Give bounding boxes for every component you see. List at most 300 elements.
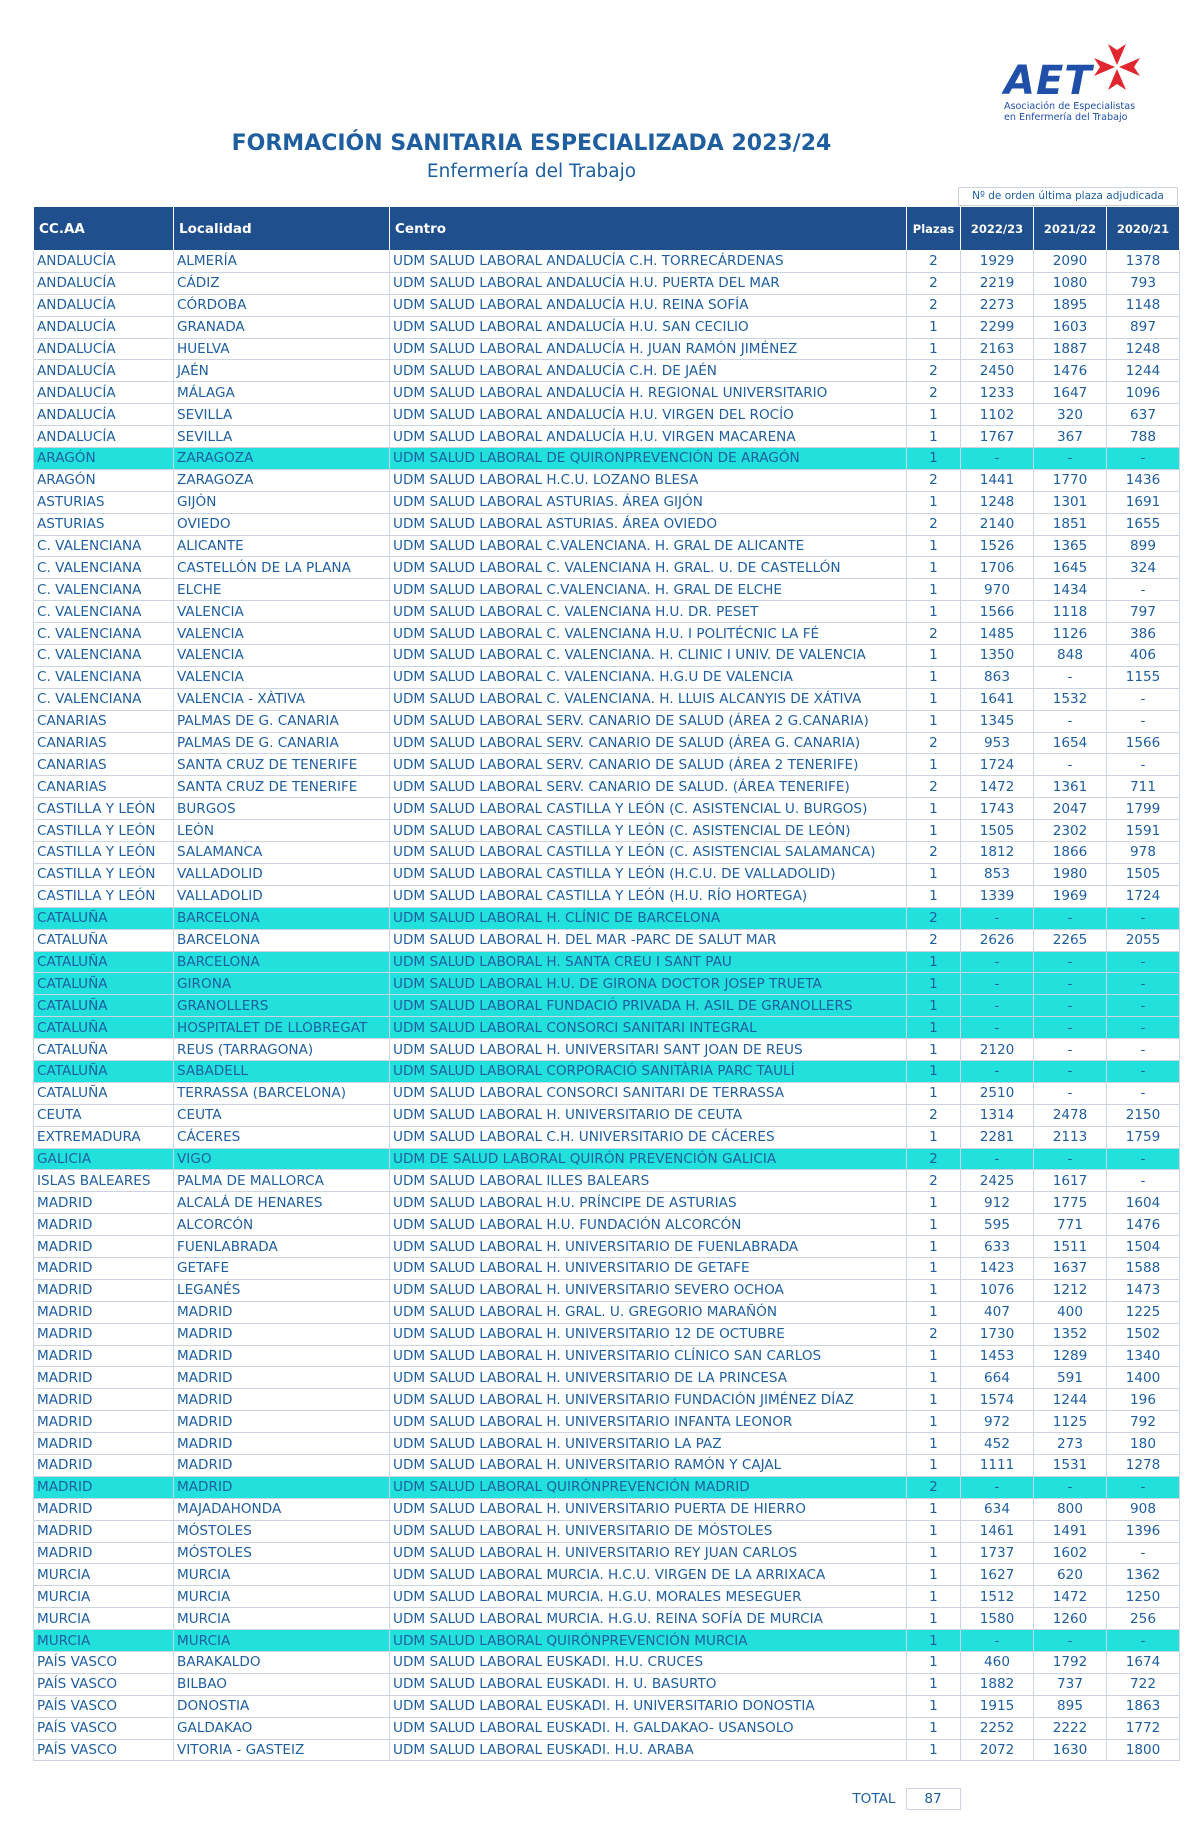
cell-2021-22: 1866 — [1034, 842, 1107, 864]
total-spacer — [960, 1789, 1179, 1810]
cell-2022-23: 1915 — [961, 1695, 1034, 1717]
cell-2022-23: 407 — [961, 1301, 1034, 1323]
cell-2022-23: 595 — [961, 1214, 1034, 1236]
cell-ccaa: ASTURIAS — [34, 491, 174, 513]
cell-plazas: 2 — [907, 272, 961, 294]
logo-subtitle-line1: Asociación de Especialistas — [1004, 101, 1136, 112]
cell-2022-23: 634 — [961, 1498, 1034, 1520]
cell-2020-21: 637 — [1107, 404, 1180, 426]
cell-2021-22: 1980 — [1034, 863, 1107, 885]
table-row — [34, 272, 1180, 294]
cell-ccaa: C. VALENCIANA — [34, 623, 174, 645]
cell-2020-21: - — [1107, 1039, 1180, 1061]
cell-centro: UDM SALUD LABORAL EUSKADI. H. UNIVERSITARIO DONOSTIA — [390, 1695, 907, 1717]
cell-2022-23: - — [961, 1017, 1034, 1039]
cell-localidad: MÁLAGA — [174, 382, 390, 404]
cell-ccaa: CATALUÑA — [34, 1060, 174, 1082]
cell-localidad: SEVILLA — [174, 426, 390, 448]
cell-2022-23: 863 — [961, 666, 1034, 688]
total-row — [33, 1789, 1179, 1810]
cell-localidad: MADRID — [174, 1301, 390, 1323]
header-plazas: Plazas — [907, 207, 961, 251]
cell-plazas: 1 — [907, 1673, 961, 1695]
table-header-row — [34, 207, 1180, 251]
cell-centro: UDM SALUD LABORAL C.VALENCIANA. H. GRAL DE ELCHE — [390, 579, 907, 601]
table-row — [34, 623, 1180, 645]
cell-localidad: MADRID — [174, 1323, 390, 1345]
cell-localidad: BARCELONA — [174, 951, 390, 973]
cell-centro: UDM SALUD LABORAL SERV. CANARIO DE SALUD (ÁREA G. CANARIA) — [390, 732, 907, 754]
cell-plazas: 1 — [907, 973, 961, 995]
cell-plazas: 2 — [907, 929, 961, 951]
cell-centro: UDM SALUD LABORAL C. VALENCIANA. H.G.U DE VALENCIA — [390, 666, 907, 688]
cell-2021-22: - — [1034, 1060, 1107, 1082]
cell-localidad: GIRONA — [174, 973, 390, 995]
cell-2022-23: 1627 — [961, 1564, 1034, 1586]
cell-2022-23: 1730 — [961, 1323, 1034, 1345]
cell-2022-23: 1566 — [961, 601, 1034, 623]
cell-centro: UDM SALUD LABORAL ANDALUCÍA C.H. DE JAÉN — [390, 360, 907, 382]
cell-plazas: 1 — [907, 1695, 961, 1717]
cell-2021-22: 1775 — [1034, 1192, 1107, 1214]
cell-ccaa: MURCIA — [34, 1630, 174, 1652]
cell-plazas: 1 — [907, 1652, 961, 1674]
cell-2021-22: 591 — [1034, 1367, 1107, 1389]
cell-ccaa: ANDALUCÍA — [34, 272, 174, 294]
maltese-cross-icon — [1092, 42, 1142, 92]
cell-2020-21: 788 — [1107, 426, 1180, 448]
table-row — [34, 1652, 1180, 1674]
cell-2022-23: 2072 — [961, 1739, 1034, 1761]
cell-2020-21: - — [1107, 973, 1180, 995]
cell-2020-21: 1566 — [1107, 732, 1180, 754]
cell-2020-21: 1278 — [1107, 1454, 1180, 1476]
table-row — [34, 1520, 1180, 1542]
cell-2022-23: 1453 — [961, 1345, 1034, 1367]
table-row — [34, 251, 1180, 273]
cell-plazas: 1 — [907, 1389, 961, 1411]
table-row — [34, 1039, 1180, 1061]
cell-localidad: MADRID — [174, 1476, 390, 1498]
cell-centro: UDM SALUD LABORAL C. VALENCIANA. H. LLUIS ALCANYIS DE XÁTIVA — [390, 688, 907, 710]
cell-ccaa: CATALUÑA — [34, 995, 174, 1017]
cell-2021-22: 1887 — [1034, 338, 1107, 360]
table-row — [34, 1608, 1180, 1630]
cell-centro: UDM SALUD LABORAL CASTILLA Y LEÓN (H.U. RÍO HORTEGA) — [390, 885, 907, 907]
cell-2022-23: 1111 — [961, 1454, 1034, 1476]
cell-centro: UDM SALUD LABORAL H. UNIVERSITARIO DE MÓSTOLES — [390, 1520, 907, 1542]
cell-2021-22: 1260 — [1034, 1608, 1107, 1630]
cell-plazas: 1 — [907, 688, 961, 710]
cell-plazas: 1 — [907, 1411, 961, 1433]
cell-2020-21: 324 — [1107, 557, 1180, 579]
cell-2020-21: 1436 — [1107, 469, 1180, 491]
cell-localidad: SANTA CRUZ DE TENERIFE — [174, 776, 390, 798]
cell-2021-22: - — [1034, 995, 1107, 1017]
cell-centro: UDM SALUD LABORAL EUSKADI. H.U. CRUCES — [390, 1652, 907, 1674]
cell-2021-22: 1434 — [1034, 579, 1107, 601]
cell-centro: UDM SALUD LABORAL C. VALENCIANA H.U. DR. PESET — [390, 601, 907, 623]
cell-2020-21: 1396 — [1107, 1520, 1180, 1542]
cell-2022-23: 953 — [961, 732, 1034, 754]
table-row — [34, 995, 1180, 1017]
table-row — [34, 645, 1180, 667]
cell-plazas: 2 — [907, 469, 961, 491]
cell-ccaa: CANARIAS — [34, 710, 174, 732]
cell-2022-23: 1076 — [961, 1279, 1034, 1301]
cell-ccaa: ANDALUCÍA — [34, 360, 174, 382]
logo-subtitle — [1004, 101, 1135, 123]
table-row — [34, 1257, 1180, 1279]
cell-centro: UDM SALUD LABORAL DE QUIRONPREVENCIÓN DE ARAGÓN — [390, 448, 907, 470]
cell-2022-23: 1423 — [961, 1257, 1034, 1279]
cell-2020-21: 1691 — [1107, 491, 1180, 513]
cell-localidad: VALLADOLID — [174, 863, 390, 885]
cell-localidad: REUS (TARRAGONA) — [174, 1039, 390, 1061]
cell-2020-21: - — [1107, 1630, 1180, 1652]
cell-2020-21: - — [1107, 1170, 1180, 1192]
table-row — [34, 491, 1180, 513]
cell-localidad: SALAMANCA — [174, 842, 390, 864]
cell-centro: UDM SALUD LABORAL CASTILLA Y LEÓN (C. ASISTENCIAL U. BURGOS) — [390, 798, 907, 820]
cell-2021-22: 1602 — [1034, 1542, 1107, 1564]
cell-centro: UDM SALUD LABORAL H. UNIVERSITARIO 12 DE OCTUBRE — [390, 1323, 907, 1345]
cell-2022-23: 1767 — [961, 426, 1034, 448]
table-row — [34, 1082, 1180, 1104]
cell-centro: UDM SALUD LABORAL SERV. CANARIO DE SALUD (ÁREA 2 TENERIFE) — [390, 754, 907, 776]
cell-plazas: 1 — [907, 645, 961, 667]
cell-localidad: CÁDIZ — [174, 272, 390, 294]
table-row — [34, 382, 1180, 404]
cell-plazas: 1 — [907, 1433, 961, 1455]
cell-plazas: 1 — [907, 1214, 961, 1236]
cell-2021-22: 2222 — [1034, 1717, 1107, 1739]
cell-centro: UDM SALUD LABORAL C.VALENCIANA. H. GRAL DE ALICANTE — [390, 535, 907, 557]
cell-2022-23: 1350 — [961, 645, 1034, 667]
cell-plazas: 1 — [907, 820, 961, 842]
cell-2021-22: - — [1034, 907, 1107, 929]
table-row — [34, 557, 1180, 579]
table-row — [34, 1236, 1180, 1258]
cell-2022-23: 1248 — [961, 491, 1034, 513]
orden-note: Nº de orden última plaza adjudicada — [958, 187, 1178, 206]
cell-2020-21: 1772 — [1107, 1717, 1180, 1739]
cell-plazas: 1 — [907, 1301, 961, 1323]
cell-2022-23: - — [961, 907, 1034, 929]
cell-plazas: 1 — [907, 863, 961, 885]
cell-2022-23: 2252 — [961, 1717, 1034, 1739]
cell-centro: UDM SALUD LABORAL H. UNIVERSITARIO CLÍNICO SAN CARLOS — [390, 1345, 907, 1367]
cell-localidad: PALMAS DE G. CANARIA — [174, 710, 390, 732]
cell-centro: UDM SALUD LABORAL H. GRAL. U. GREGORIO MARAÑÓN — [390, 1301, 907, 1323]
table-row — [34, 1476, 1180, 1498]
cell-localidad: MÓSTOLES — [174, 1520, 390, 1542]
cell-localidad: MÓSTOLES — [174, 1542, 390, 1564]
cell-plazas: 1 — [907, 1367, 961, 1389]
cell-2021-22: 737 — [1034, 1673, 1107, 1695]
table-row — [34, 1126, 1180, 1148]
cell-localidad: VALENCIA — [174, 666, 390, 688]
cell-ccaa: MADRID — [34, 1367, 174, 1389]
cell-localidad: SANTA CRUZ DE TENERIFE — [174, 754, 390, 776]
cell-plazas: 1 — [907, 1608, 961, 1630]
table-row — [34, 1630, 1180, 1652]
cell-plazas: 1 — [907, 426, 961, 448]
table-row — [34, 1017, 1180, 1039]
cell-ccaa: CATALUÑA — [34, 929, 174, 951]
table-row — [34, 579, 1180, 601]
cell-centro: UDM SALUD LABORAL ANDALUCÍA H.U. SAN CECILIO — [390, 316, 907, 338]
cell-plazas: 1 — [907, 1498, 961, 1520]
cell-2020-21: - — [1107, 448, 1180, 470]
cell-2020-21: 792 — [1107, 1411, 1180, 1433]
cell-2020-21: 1655 — [1107, 513, 1180, 535]
cell-ccaa: PAÍS VASCO — [34, 1717, 174, 1739]
cell-plazas: 2 — [907, 776, 961, 798]
header-2022-23: 2022/23 — [961, 207, 1034, 251]
cell-plazas: 2 — [907, 360, 961, 382]
header-ccaa: CC.AA — [34, 207, 174, 251]
cell-centro: UDM SALUD LABORAL CONSORCI SANITARI DE TERRASSA — [390, 1082, 907, 1104]
cell-2021-22: 1532 — [1034, 688, 1107, 710]
table-row — [34, 1673, 1180, 1695]
cell-centro: UDM SALUD LABORAL C. VALENCIANA H. GRAL. U. DE CASTELLÓN — [390, 557, 907, 579]
table-row — [34, 1586, 1180, 1608]
table-row — [34, 1739, 1180, 1761]
cell-2022-23: 1929 — [961, 251, 1034, 273]
cell-centro: UDM SALUD LABORAL EUSKADI. H. U. BASURTO — [390, 1673, 907, 1695]
cell-plazas: 1 — [907, 1279, 961, 1301]
cell-ccaa: MADRID — [34, 1542, 174, 1564]
cell-2021-22: 1472 — [1034, 1586, 1107, 1608]
cell-2020-21: - — [1107, 1148, 1180, 1170]
cell-2020-21: 899 — [1107, 535, 1180, 557]
cell-localidad: SABADELL — [174, 1060, 390, 1082]
cell-2022-23: 2299 — [961, 316, 1034, 338]
cell-2021-22: 1491 — [1034, 1520, 1107, 1542]
cell-plazas: 1 — [907, 491, 961, 513]
cell-ccaa: ANDALUCÍA — [34, 404, 174, 426]
cell-ccaa: MADRID — [34, 1389, 174, 1411]
cell-2021-22: 1118 — [1034, 601, 1107, 623]
cell-plazas: 1 — [907, 579, 961, 601]
cell-2021-22: - — [1034, 710, 1107, 732]
cell-centro: UDM SALUD LABORAL CASTILLA Y LEÓN (H.C.U. DE VALLADOLID) — [390, 863, 907, 885]
cell-centro: UDM SALUD LABORAL H. UNIVERSITARIO RAMÓN Y CAJAL — [390, 1454, 907, 1476]
cell-plazas: 1 — [907, 1717, 961, 1739]
cell-2022-23: 2450 — [961, 360, 1034, 382]
cell-localidad: VALLADOLID — [174, 885, 390, 907]
cell-2022-23: 1102 — [961, 404, 1034, 426]
cell-centro: UDM SALUD LABORAL H.U. DE GIRONA DOCTOR JOSEP TRUETA — [390, 973, 907, 995]
cell-plazas: 2 — [907, 1104, 961, 1126]
cell-2022-23: 633 — [961, 1236, 1034, 1258]
cell-localidad: GALDAKAO — [174, 1717, 390, 1739]
table-row — [34, 842, 1180, 864]
cell-centro: UDM SALUD LABORAL H. CLÍNIC DE BARCELONA — [390, 907, 907, 929]
cell-2021-22: 2302 — [1034, 820, 1107, 842]
cell-localidad: FUENLABRADA — [174, 1236, 390, 1258]
cell-ccaa: CANARIAS — [34, 754, 174, 776]
cell-ccaa: CASTILLA Y LEÓN — [34, 798, 174, 820]
cell-plazas: 1 — [907, 666, 961, 688]
cell-2020-21: 1400 — [1107, 1367, 1180, 1389]
cell-2020-21: 180 — [1107, 1433, 1180, 1455]
cell-centro: UDM SALUD LABORAL ANDALUCÍA H.U. VIRGEN DEL ROCÍO — [390, 404, 907, 426]
cell-2021-22: 1645 — [1034, 557, 1107, 579]
cell-plazas: 2 — [907, 623, 961, 645]
cell-centro: UDM SALUD LABORAL H. UNIVERSITARIO DE GETAFE — [390, 1257, 907, 1279]
cell-2021-22: - — [1034, 1630, 1107, 1652]
cell-centro: UDM SALUD LABORAL EUSKADI. H.U. ARABA — [390, 1739, 907, 1761]
cell-2020-21: 1340 — [1107, 1345, 1180, 1367]
cell-ccaa: CATALUÑA — [34, 1082, 174, 1104]
cell-2020-21: 797 — [1107, 601, 1180, 623]
table-row — [34, 426, 1180, 448]
cell-2020-21: 711 — [1107, 776, 1180, 798]
cell-2021-22: 2113 — [1034, 1126, 1107, 1148]
cell-centro: UDM SALUD LABORAL H. UNIVERSITARIO INFANTA LEONOR — [390, 1411, 907, 1433]
cell-2021-22: 1352 — [1034, 1323, 1107, 1345]
cell-centro: UDM SALUD LABORAL H. UNIVERSITARI SANT JOAN DE REUS — [390, 1039, 907, 1061]
cell-localidad: MADRID — [174, 1367, 390, 1389]
cell-2020-21: - — [1107, 579, 1180, 601]
cell-plazas: 2 — [907, 907, 961, 929]
cell-ccaa: PAÍS VASCO — [34, 1739, 174, 1761]
cell-ccaa: MADRID — [34, 1433, 174, 1455]
cell-centro: UDM SALUD LABORAL MURCIA. H.G.U. REINA SOFÍA DE MURCIA — [390, 1608, 907, 1630]
cell-2021-22: 400 — [1034, 1301, 1107, 1323]
cell-plazas: 1 — [907, 951, 961, 973]
cell-2020-21: 1244 — [1107, 360, 1180, 382]
cell-2020-21: 256 — [1107, 1608, 1180, 1630]
table-row — [34, 754, 1180, 776]
cell-ccaa: C. VALENCIANA — [34, 601, 174, 623]
cell-ccaa: C. VALENCIANA — [34, 557, 174, 579]
table-row — [34, 601, 1180, 623]
cell-2020-21: 1378 — [1107, 251, 1180, 273]
cell-2022-23: 1737 — [961, 1542, 1034, 1564]
table-row — [34, 1148, 1180, 1170]
table-row — [34, 1170, 1180, 1192]
cell-2021-22: 1244 — [1034, 1389, 1107, 1411]
cell-centro: UDM SALUD LABORAL SERV. CANARIO DE SALUD (ÁREA 2 G.CANARIA) — [390, 710, 907, 732]
cell-ccaa: MURCIA — [34, 1608, 174, 1630]
cell-centro: UDM SALUD LABORAL ASTURIAS. ÁREA GIJÓN — [390, 491, 907, 513]
cell-2020-21: - — [1107, 1542, 1180, 1564]
cell-2022-23: 1580 — [961, 1608, 1034, 1630]
table-row — [34, 1411, 1180, 1433]
cell-localidad: MAJADAHONDA — [174, 1498, 390, 1520]
cell-centro: UDM SALUD LABORAL ASTURIAS. ÁREA OVIEDO — [390, 513, 907, 535]
cell-ccaa: MADRID — [34, 1454, 174, 1476]
cell-centro: UDM SALUD LABORAL C. VALENCIANA H.U. I POLITÉCNIC LA FÉ — [390, 623, 907, 645]
table-row — [34, 1717, 1180, 1739]
cell-ccaa: ANDALUCÍA — [34, 426, 174, 448]
cell-2022-23: - — [961, 951, 1034, 973]
cell-centro: UDM SALUD LABORAL H. UNIVERSITARIO PUERTA DE HIERRO — [390, 1498, 907, 1520]
table-row — [34, 1389, 1180, 1411]
cell-2020-21: 1724 — [1107, 885, 1180, 907]
table-row — [34, 666, 1180, 688]
cell-2021-22: 771 — [1034, 1214, 1107, 1236]
cell-2022-23: 1724 — [961, 754, 1034, 776]
cell-2022-23: 2273 — [961, 294, 1034, 316]
cell-2022-23: - — [961, 1630, 1034, 1652]
cell-2020-21: 1674 — [1107, 1652, 1180, 1674]
cell-2020-21: - — [1107, 1060, 1180, 1082]
cell-ccaa: C. VALENCIANA — [34, 666, 174, 688]
cell-centro: UDM SALUD LABORAL QUIRÓNPREVENCIÓN MADRID — [390, 1476, 907, 1498]
cell-plazas: 1 — [907, 557, 961, 579]
cell-2021-22: - — [1034, 1017, 1107, 1039]
cell-2022-23: - — [961, 973, 1034, 995]
cell-2021-22: - — [1034, 1476, 1107, 1498]
table-row — [34, 316, 1180, 338]
cell-2020-21: - — [1107, 1082, 1180, 1104]
cell-2021-22: 2265 — [1034, 929, 1107, 951]
cell-2022-23: - — [961, 1476, 1034, 1498]
cell-2022-23: 2163 — [961, 338, 1034, 360]
cell-2022-23: - — [961, 995, 1034, 1017]
table-row — [34, 907, 1180, 929]
cell-localidad: BURGOS — [174, 798, 390, 820]
cell-2021-22: 1792 — [1034, 1652, 1107, 1674]
cell-2020-21: 1473 — [1107, 1279, 1180, 1301]
cell-ccaa: C. VALENCIANA — [34, 645, 174, 667]
cell-2021-22: 1289 — [1034, 1345, 1107, 1367]
table-row — [34, 798, 1180, 820]
cell-localidad: CÓRDOBA — [174, 294, 390, 316]
cell-ccaa: CATALUÑA — [34, 1039, 174, 1061]
cell-2022-23: 1345 — [961, 710, 1034, 732]
cell-localidad: ALMERÍA — [174, 251, 390, 273]
cell-2021-22: - — [1034, 1082, 1107, 1104]
cell-ccaa: PAÍS VASCO — [34, 1652, 174, 1674]
cell-2020-21: - — [1107, 1476, 1180, 1498]
table-row — [34, 1433, 1180, 1455]
cell-localidad: PALMAS DE G. CANARIA — [174, 732, 390, 754]
cell-plazas: 1 — [907, 338, 961, 360]
cell-2020-21: 978 — [1107, 842, 1180, 864]
cell-localidad: VALENCIA - XÀTIVA — [174, 688, 390, 710]
cell-2022-23: 1314 — [961, 1104, 1034, 1126]
cell-plazas: 2 — [907, 513, 961, 535]
cell-ccaa: MADRID — [34, 1476, 174, 1498]
cell-centro: UDM SALUD LABORAL MURCIA. H.G.U. MORALES MESEGUER — [390, 1586, 907, 1608]
page-title: FORMACIÓN SANITARIA ESPECIALIZADA 2023/24 — [231, 131, 832, 156]
cell-centro: UDM SALUD LABORAL H. UNIVERSITARIO DE LA PRINCESA — [390, 1367, 907, 1389]
table-row — [34, 404, 1180, 426]
table-row — [34, 732, 1180, 754]
cell-2022-23: 1812 — [961, 842, 1034, 864]
cell-2020-21: 1759 — [1107, 1126, 1180, 1148]
cell-ccaa: CASTILLA Y LEÓN — [34, 863, 174, 885]
table-row — [34, 448, 1180, 470]
cell-centro: UDM SALUD LABORAL H. UNIVERSITARIO FUNDACIÓN JIMÉNEZ DÍAZ — [390, 1389, 907, 1411]
cell-2022-23: 1882 — [961, 1673, 1034, 1695]
cell-localidad: JAÉN — [174, 360, 390, 382]
cell-2022-23: 460 — [961, 1652, 1034, 1674]
cell-2020-21: 386 — [1107, 623, 1180, 645]
cell-2021-22: - — [1034, 1039, 1107, 1061]
cell-localidad: MURCIA — [174, 1630, 390, 1652]
cell-2021-22: 1851 — [1034, 513, 1107, 535]
cell-2021-22: 620 — [1034, 1564, 1107, 1586]
cell-ccaa: CATALUÑA — [34, 951, 174, 973]
cell-plazas: 1 — [907, 1236, 961, 1258]
table-row — [34, 1564, 1180, 1586]
